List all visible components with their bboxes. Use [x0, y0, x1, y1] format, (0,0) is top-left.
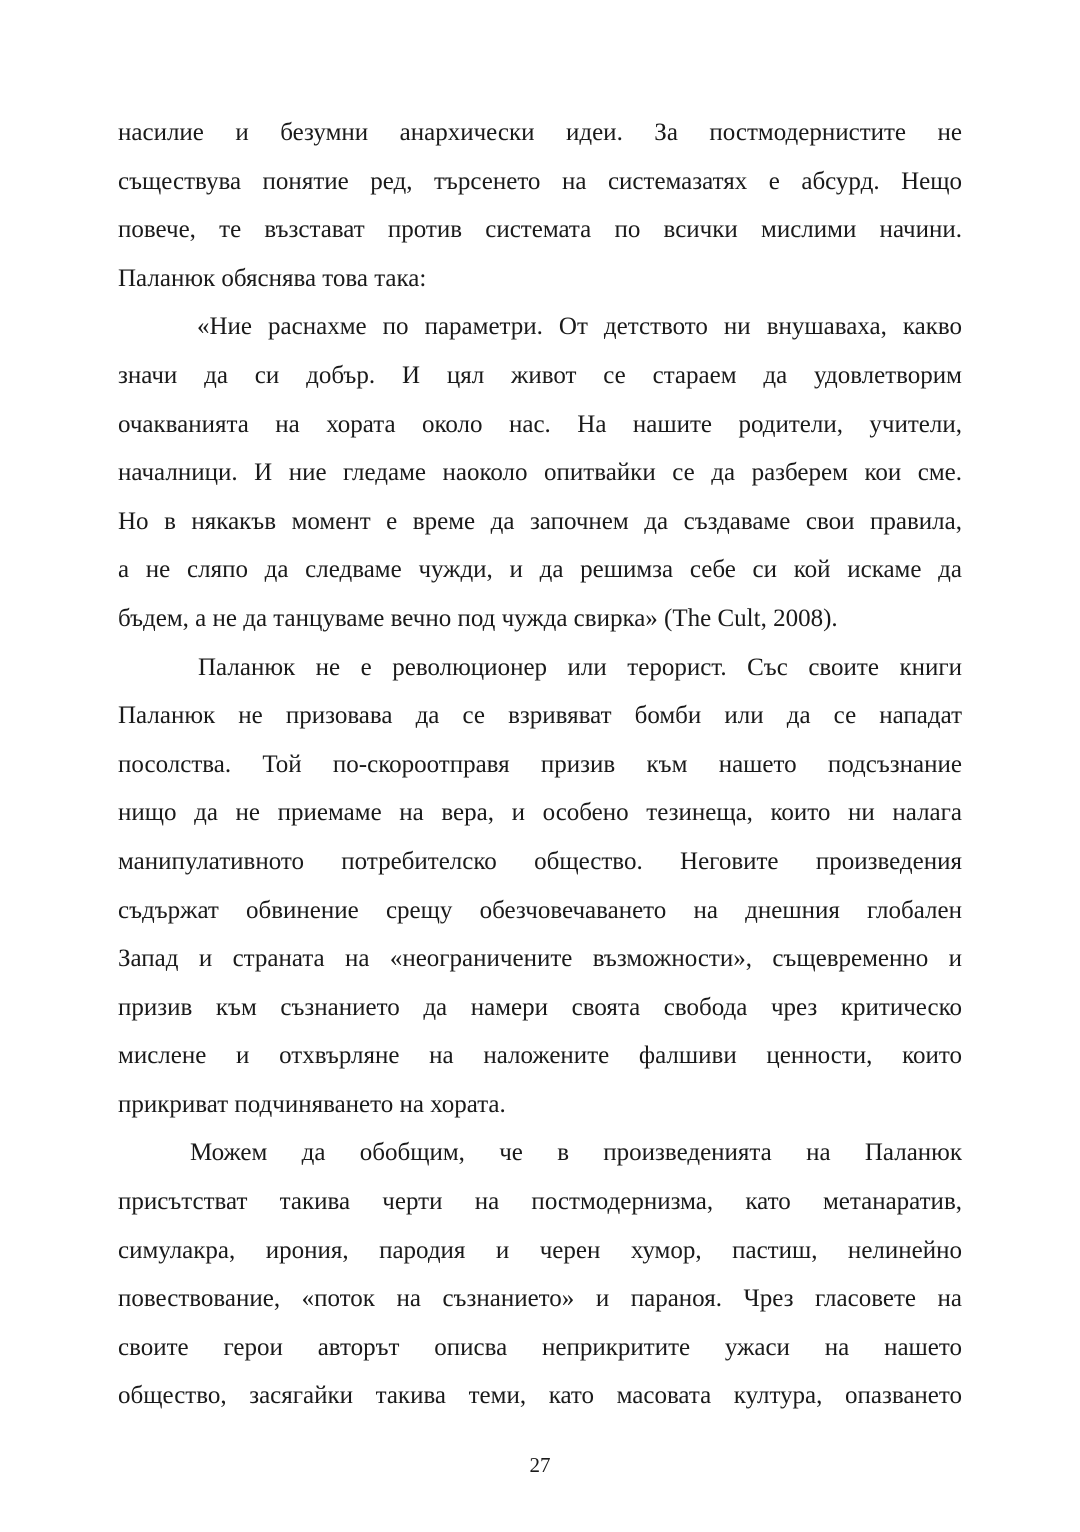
text-line: Но в някакъв момент е време да започнем да създаваме свои правила, — [118, 507, 962, 535]
text-line: а не сляпо да следваме чужди, и да решимза себе си кой искаме да — [118, 556, 962, 584]
paragraph-1 — [118, 109, 962, 303]
text-line: Запад и страната на «неограничените възможности», същевременно и — [118, 945, 962, 973]
text-line: нищо да не приемаме на вера, и особено тезинеща, които ни налага — [118, 799, 962, 827]
text-line: значи да си добър. И цял живот се стараем да удовлетворим — [118, 361, 962, 389]
text-line: повествование, «поток на съзнанието» и параноя. Чрез гласовете на — [118, 1285, 962, 1313]
text-line: общество, засягайки такива теми, като масовата култура, опазването — [118, 1382, 962, 1410]
text-line: бъдем, а не да танцуваме вечно под чужда свирка» (The Cult, 2008). — [118, 604, 838, 632]
text-line: Паланюк не е революционер или терорист. Със своите книги — [198, 653, 962, 681]
text-line: началници. И ние гледаме наоколо опитвайки се да разберем кои сме. — [118, 459, 962, 487]
page-number: 27 — [529, 1453, 551, 1477]
text-line: Паланюк не призовава да се взривяват бомби или да се нападат — [118, 702, 962, 730]
paragraph-2-quote — [118, 303, 962, 643]
text-line: посолства. Той по-скороотправя призив към нашето подсъзнание — [118, 750, 962, 778]
text-line: «Ние раснахме по параметри. От детството ни внушаваха, какво — [197, 313, 962, 341]
text-line: симулакра, ирония, пародия и черен хумор, пастиш, нелинейно — [118, 1236, 962, 1264]
text-line: призив към съзнанието да намери своята свобода чрез критическо — [118, 993, 962, 1021]
text-line: съдържат обвинение срещу обезчовечаването на днешния глобален — [118, 896, 962, 924]
text-line: Паланюк обяснява това така: — [118, 264, 427, 292]
text-line: своите герои авторът описва неприкритите ужаси на нашето — [118, 1333, 962, 1361]
paragraph-3 — [118, 644, 962, 1130]
body-text — [118, 109, 962, 1421]
text-line: очакванията на хората около нас. На нашите родители, учители, — [118, 410, 962, 438]
text-line: насилие и безумни анархически идеи. За постмодернистите не — [118, 119, 962, 146]
text-line: манипулативното потребителско общество. Неговите произведения — [118, 847, 962, 875]
text-line: Можем да обобщим, че в произведенията на Паланюк — [190, 1139, 962, 1167]
text-line: мислене и отхвърляне на наложените фалшиви ценности, които — [118, 1042, 962, 1070]
text-line: прикриват подчиняването на хората. — [118, 1090, 506, 1118]
text-line: повече, те възстават против системата по всички мислими начини. — [118, 216, 962, 244]
paragraph-4 — [118, 1129, 962, 1421]
text-line: съществува понятие ред, търсенето на системазатях е абсурд. Нещо — [118, 167, 962, 195]
text-line: присътстват такива черти на постмодернизма, като метанаратив, — [118, 1188, 962, 1216]
